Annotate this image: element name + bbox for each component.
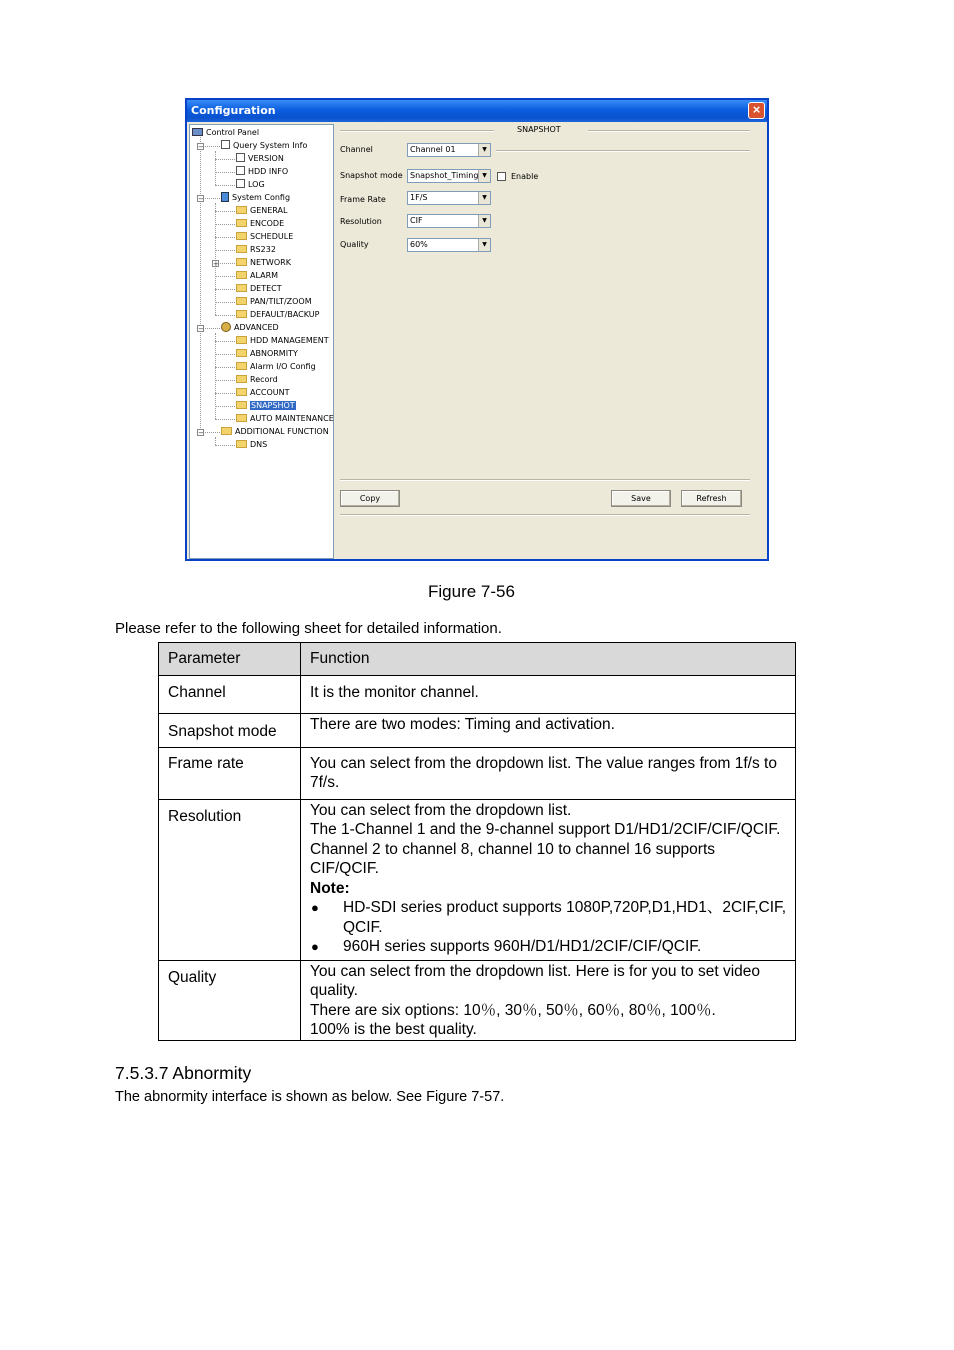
bullet-item: ● 960H series supports 960H/D1/HD1/2CIF/CIF/QCIF. bbox=[310, 937, 787, 957]
folder-icon bbox=[236, 219, 247, 227]
tree-item-hdd-management[interactable] bbox=[236, 335, 329, 347]
folder-icon bbox=[236, 206, 247, 214]
tree-item-label: GENERAL bbox=[250, 206, 288, 215]
folder-icon bbox=[236, 271, 247, 279]
param-cell: Quality bbox=[159, 960, 301, 1040]
frame-rate-label: Frame Rate bbox=[340, 195, 386, 204]
tree-connector bbox=[200, 137, 201, 436]
tree-item-label: VERSION bbox=[248, 154, 284, 163]
tree-item-rs232[interactable] bbox=[236, 244, 276, 256]
tree-item-label: ENCODE bbox=[250, 219, 285, 228]
folder-icon bbox=[236, 284, 247, 292]
param-cell: Frame rate bbox=[159, 747, 301, 799]
parameter-table bbox=[158, 642, 796, 1041]
tree-connector bbox=[215, 437, 216, 445]
tree-item-log[interactable] bbox=[236, 179, 265, 191]
frame-rate-select[interactable] bbox=[407, 191, 491, 205]
chevron-down-icon[interactable]: ▼ bbox=[478, 215, 490, 227]
enable-label: Enable bbox=[511, 172, 539, 181]
tree-item-detect[interactable] bbox=[236, 283, 282, 295]
divider bbox=[496, 150, 750, 152]
divider bbox=[340, 479, 750, 481]
tree-item-general[interactable] bbox=[236, 205, 287, 217]
note-label: Note: bbox=[310, 879, 350, 897]
outro-paragraph: The abnormity interface is shown as below. See Figure 7-57. bbox=[115, 1089, 505, 1105]
collapse-icon[interactable]: − bbox=[198, 429, 204, 437]
bullet-item: ● HD-SDI series product supports 1080P,720P,D1,HD1、2CIF,CIF, QCIF. bbox=[310, 898, 787, 937]
tree-item-snapshot[interactable] bbox=[236, 400, 296, 412]
folder-icon bbox=[236, 310, 247, 318]
tree-connector bbox=[215, 211, 235, 212]
tree-item-label: ALARM bbox=[250, 271, 279, 280]
resolution-value: CIF bbox=[410, 216, 423, 225]
function-cell bbox=[301, 799, 796, 960]
folder-icon bbox=[236, 232, 247, 240]
tree-connector bbox=[215, 151, 216, 185]
tree-item-label: PAN/TILT/ZOOM bbox=[250, 297, 312, 306]
figure-caption: Figure 7-56 bbox=[428, 582, 515, 601]
tree-connector bbox=[215, 289, 235, 290]
quality-value: 60% bbox=[410, 240, 428, 249]
snapshot-mode-label: Snapshot mode bbox=[340, 171, 403, 180]
tree-item-label: DEFAULT/BACKUP bbox=[250, 310, 320, 319]
table-row bbox=[159, 960, 796, 1040]
function-line: You can select from the dropdown list. bbox=[310, 801, 572, 819]
tree-item-encode[interactable] bbox=[236, 218, 284, 230]
tree-connector bbox=[215, 406, 235, 407]
folder-icon bbox=[236, 336, 247, 344]
tree-item-label: HDD INFO bbox=[248, 167, 289, 176]
folder-icon bbox=[236, 388, 247, 396]
tree-item-label: LOG bbox=[248, 180, 265, 189]
tree-connector bbox=[215, 237, 235, 238]
folder-icon bbox=[236, 375, 247, 383]
function-cell: You can select from the dropdown list. The value ranges from 1f/s to 7f/s. bbox=[301, 747, 796, 799]
tree-item-advanced[interactable] bbox=[221, 322, 279, 334]
param-cell: Resolution bbox=[159, 799, 301, 960]
folder-icon bbox=[236, 401, 247, 409]
quality-select[interactable] bbox=[407, 238, 491, 252]
tree-item-label: NETWORK bbox=[250, 258, 291, 267]
tree-connector bbox=[215, 445, 235, 446]
expand-icon[interactable]: + bbox=[213, 260, 219, 268]
table-header-row bbox=[159, 643, 796, 676]
tree-item-label: RS232 bbox=[250, 245, 276, 254]
intro-paragraph: Please refer to the following sheet for detailed information. bbox=[115, 620, 502, 637]
tree-connector bbox=[215, 367, 235, 368]
chevron-down-icon[interactable]: ▼ bbox=[478, 170, 490, 182]
chevron-down-icon[interactable]: ▼ bbox=[478, 192, 490, 204]
close-icon[interactable]: × bbox=[748, 102, 765, 119]
table-row bbox=[159, 799, 796, 960]
tree-connector bbox=[215, 203, 216, 315]
resolution-label: Resolution bbox=[340, 217, 382, 226]
window-title: Configuration bbox=[187, 100, 767, 122]
frame-rate-value: 1F/S bbox=[410, 193, 428, 202]
tree-item-abnormity[interactable] bbox=[236, 348, 298, 360]
tree-item-label: Alarm I/O Config bbox=[250, 362, 316, 371]
tree-item-system-config[interactable] bbox=[221, 192, 290, 204]
function-line: Channel 2 to channel 8, channel 10 to channel 16 supports CIF/QCIF. bbox=[310, 840, 716, 877]
tree-item-alarm[interactable] bbox=[236, 270, 278, 282]
tree-connector bbox=[215, 185, 235, 186]
tree-item-label: Record bbox=[250, 375, 278, 384]
tree-item-additional-function[interactable] bbox=[221, 426, 329, 438]
tree-item-label: SNAPSHOT bbox=[251, 401, 295, 410]
function-line: You can select from the dropdown list. Here is for you to set video quality. bbox=[310, 962, 761, 999]
channel-label: Channel bbox=[340, 145, 373, 154]
function-line: The 1-Channel 1 and the 9-channel support D1/HD1/2CIF/CIF/QCIF. bbox=[310, 821, 781, 838]
doc-icon bbox=[236, 179, 245, 188]
divider bbox=[340, 514, 750, 516]
section-heading: 7.5.3.7 Abnormity bbox=[115, 1063, 252, 1083]
function-cell: There are two modes: Timing and activation. bbox=[301, 713, 796, 747]
tree-connector bbox=[215, 341, 235, 342]
tree-item-network[interactable] bbox=[236, 257, 291, 269]
tree-connector bbox=[215, 315, 235, 316]
tree-item-label: AUTO MAINTENANCE bbox=[250, 414, 334, 423]
tree-item-label: ABNORMITY bbox=[250, 349, 298, 358]
doc-icon bbox=[221, 140, 230, 149]
channel-select[interactable] bbox=[407, 143, 491, 157]
collapse-icon[interactable]: − bbox=[198, 325, 204, 333]
system-icon bbox=[221, 192, 229, 202]
tree-item-label: SCHEDULE bbox=[250, 232, 294, 241]
tree-item-label: Query System Info bbox=[233, 141, 308, 150]
chevron-down-icon[interactable]: ▼ bbox=[478, 239, 490, 251]
folder-icon bbox=[236, 414, 247, 422]
folder-icon bbox=[236, 297, 247, 305]
tree-connector bbox=[215, 354, 235, 355]
tree-connector bbox=[215, 224, 235, 225]
tree-item-hdd-info[interactable] bbox=[236, 166, 288, 178]
doc-icon bbox=[236, 166, 245, 175]
param-cell: Snapshot mode bbox=[159, 713, 301, 747]
refresh-button[interactable]: Refresh bbox=[681, 490, 742, 507]
folder-icon bbox=[236, 349, 247, 357]
tree-connector bbox=[215, 276, 235, 277]
configuration-window bbox=[185, 98, 769, 561]
tree-item-default-backup[interactable] bbox=[236, 309, 319, 321]
tree-item-label: DETECT bbox=[250, 284, 282, 293]
enable-checkbox[interactable] bbox=[497, 172, 506, 181]
tree-item-account[interactable] bbox=[236, 387, 290, 399]
tree-item-version[interactable] bbox=[236, 153, 284, 165]
tree-connector bbox=[215, 172, 235, 173]
tree-item-label: Control Panel bbox=[206, 128, 260, 137]
tree-item-dns[interactable] bbox=[236, 439, 267, 451]
tree-item-label: DNS bbox=[250, 440, 268, 449]
tree-item-label: ACCOUNT bbox=[250, 388, 290, 397]
gear-icon bbox=[221, 322, 231, 332]
tree-item-alarm-i-o-config[interactable] bbox=[236, 361, 316, 373]
pc-icon bbox=[192, 128, 203, 136]
tree-item-control-panel[interactable] bbox=[192, 127, 259, 139]
copy-button[interactable]: Copy bbox=[340, 490, 400, 507]
table-row bbox=[159, 747, 796, 799]
snapshot-panel bbox=[336, 124, 767, 559]
quality-label: Quality bbox=[340, 240, 369, 249]
channel-value: Channel 01 bbox=[410, 145, 456, 154]
tree-item-label: ADVANCED bbox=[234, 323, 279, 332]
function-cell: It is the monitor channel. bbox=[301, 675, 796, 713]
tree-item-record[interactable] bbox=[236, 374, 278, 386]
snapshot-mode-value: Snapshot_Timing bbox=[410, 171, 479, 180]
tree-connector bbox=[215, 302, 235, 303]
tree-item-label: HDD MANAGEMENT bbox=[250, 336, 329, 345]
folder-icon bbox=[236, 362, 247, 370]
function-line: 100% is the best quality. bbox=[310, 1021, 477, 1038]
config-tree bbox=[189, 124, 334, 559]
doc-icon bbox=[236, 153, 245, 162]
tree-connector bbox=[215, 250, 235, 251]
param-cell: Channel bbox=[159, 675, 301, 713]
function-line: There are six options: 10％, 30％, 50％, 60％, 80％, 100％. bbox=[310, 1001, 716, 1019]
tree-item-schedule[interactable] bbox=[236, 231, 293, 243]
divider bbox=[340, 130, 494, 132]
collapse-icon[interactable]: − bbox=[198, 195, 204, 203]
tree-connector bbox=[215, 419, 235, 420]
collapse-icon[interactable]: − bbox=[198, 143, 204, 151]
folder-icon bbox=[221, 427, 232, 435]
save-button[interactable]: Save bbox=[611, 490, 671, 507]
function-cell bbox=[301, 960, 796, 1040]
folder-icon bbox=[236, 440, 247, 448]
table-header-cell: Function bbox=[301, 643, 796, 676]
tree-connector bbox=[215, 393, 235, 394]
snapshot-mode-select[interactable] bbox=[407, 169, 491, 183]
tree-item-label: ADDITIONAL FUNCTION bbox=[235, 427, 329, 436]
tree-connector bbox=[215, 159, 235, 160]
table-header-cell: Parameter bbox=[159, 643, 301, 676]
folder-icon bbox=[236, 245, 247, 253]
table-row bbox=[159, 713, 796, 747]
divider bbox=[588, 130, 750, 132]
tree-connector bbox=[215, 380, 235, 381]
folder-icon bbox=[236, 258, 247, 266]
tree-item-pan-tilt-zoom[interactable] bbox=[236, 296, 312, 308]
tree-item-query-system-info[interactable] bbox=[221, 140, 307, 152]
chevron-down-icon[interactable]: ▼ bbox=[478, 144, 490, 156]
resolution-select[interactable] bbox=[407, 214, 491, 228]
table-row bbox=[159, 675, 796, 713]
tree-item-label: System Config bbox=[232, 193, 291, 202]
tree-item-auto-maintenance[interactable] bbox=[236, 413, 334, 425]
section-title: SNAPSHOT bbox=[517, 125, 561, 134]
